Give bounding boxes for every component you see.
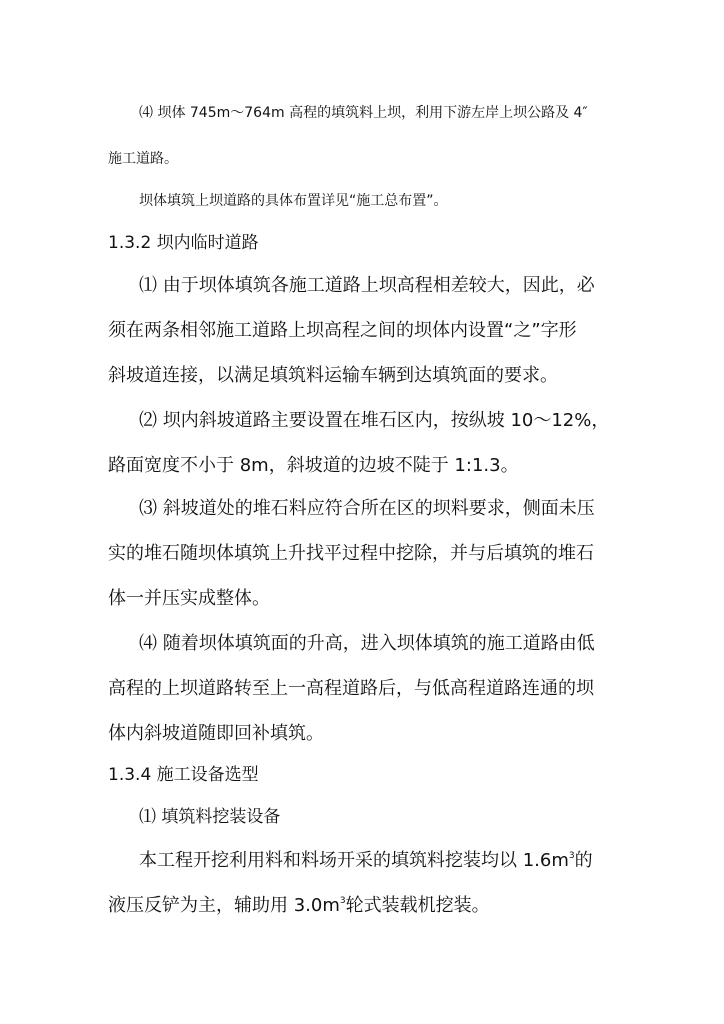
text-run: 的 [574, 850, 593, 871]
paragraph-line: 坝体填筑上坝道路的具体布置详见“施工总布置”。 [139, 193, 448, 209]
text-run: 轮式装载机挖装。 [345, 895, 490, 916]
paragraph-line [0, 897, 724, 915]
superscript: 3 [568, 851, 575, 861]
paragraph-line: 体一并压实成整体。 [108, 588, 270, 609]
paragraph-line [0, 852, 724, 870]
paragraph-line: 体内斜坡道随即回补填筑。 [108, 723, 324, 744]
paragraph-line: ⑵ 坝内斜坡道路主要设置在堆石区内，按纵坡 10～12%， [139, 410, 610, 431]
paragraph-line: 实的堆石随坝体填筑上升找平过程中挖除，并与后填筑的堆石 [108, 543, 594, 564]
paragraph-line: ⑷ 坝体 745m～764m 高程的填筑料上坝，利用下游左岸上坝公路及 4″ [139, 105, 588, 121]
paragraph-line: ⑶ 斜坡道处的堆石料应符合所在区的坝料要求，侧面未压 [139, 498, 595, 519]
paragraph-line: 高程的上坝道路转至上一高程道路后，与低高程道路连通的坝 [108, 678, 594, 699]
subsection-heading: ⑴ 填筑料挖装设备 [139, 807, 281, 827]
paragraph-line: 斜坡道连接，以满足填筑料运输车辆到达填筑面的要求。 [108, 365, 558, 386]
superscript: 3 [339, 896, 346, 906]
paragraph-line: 须在两条相邻施工道路上坝高程之间的坝体内设置“之”字形 [108, 320, 577, 341]
section-heading: 1.3.4 施工设备选型 [108, 765, 259, 785]
paragraph-line: 施工道路。 [108, 151, 178, 167]
paragraph-line: 路面宽度不小于 8m，斜坡道的边坡不陡于 1:1.3。 [108, 455, 519, 476]
text-run: 本工程开挖利用料和料场开采的填筑料挖装均以 1.6m [139, 850, 569, 871]
paragraph-line: ⑴ 由于坝体填筑各施工道路上坝高程相差较大，因此，必 [139, 275, 595, 296]
section-heading: 1.3.2 坝内临时道路 [108, 233, 259, 253]
text-run: 液压反铲为主，辅助用 3.0m [108, 895, 340, 916]
paragraph-line: ⑷ 随着坝体填筑面的升高，进入坝体填筑的施工道路由低 [139, 633, 595, 654]
